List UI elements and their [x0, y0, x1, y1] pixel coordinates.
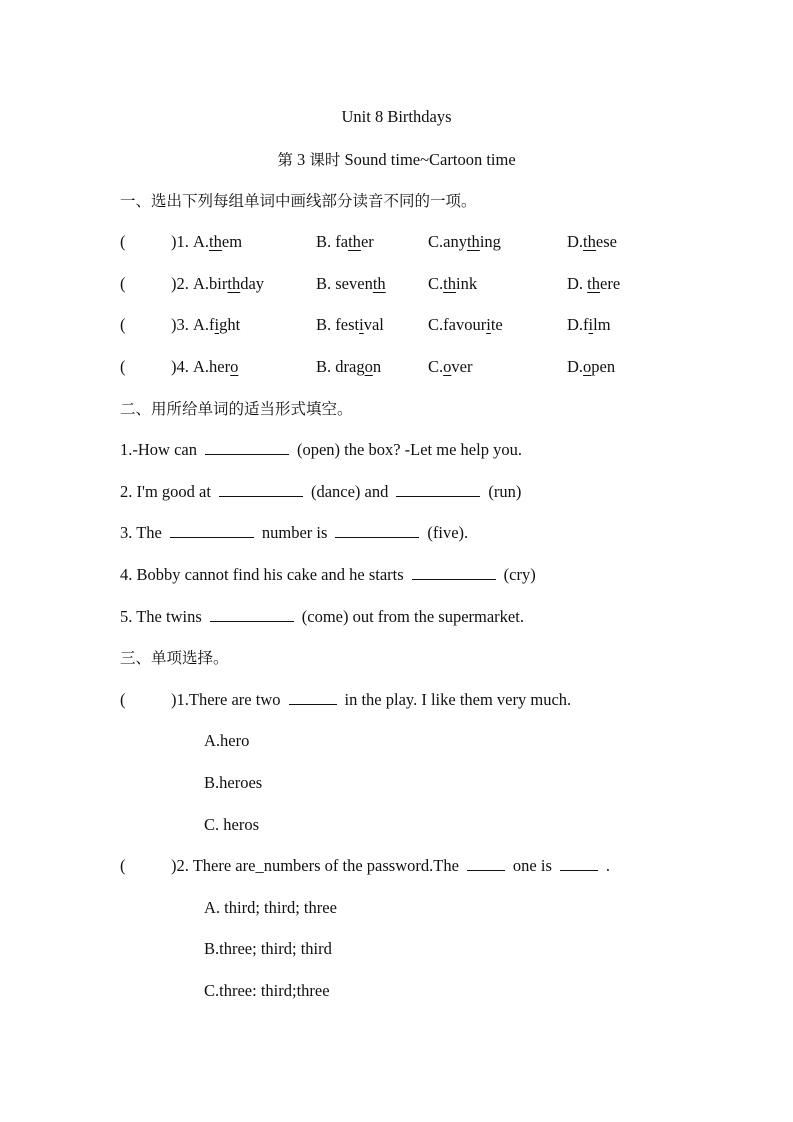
- answer-paren-close: )1.: [171, 232, 189, 251]
- answer-blank[interactable]: [412, 565, 496, 580]
- section2-question-1: 1.-How can (open) the box? -Let me help you.: [120, 440, 522, 459]
- question-number: 2.: [176, 274, 189, 293]
- section3-heading: 三、单项选择。: [120, 649, 229, 667]
- option-c: C.think: [428, 274, 478, 293]
- choice-a: A.hero: [204, 731, 250, 750]
- answer-blank[interactable]: [560, 856, 598, 871]
- choice-a: A. third; third; three: [204, 898, 337, 917]
- section2-question-4: 4. Bobby cannot find his cake and he starts (cry): [120, 565, 536, 584]
- answer-blank[interactable]: [467, 856, 505, 871]
- question-stem: )2. There are_numbers of the password.The one is .: [171, 856, 610, 875]
- choice-b: B.three; third; third: [204, 939, 332, 958]
- answer-blank[interactable]: [205, 440, 289, 455]
- section1-heading: 一、选出下列每组单词中画线部分读音不同的一项。: [120, 192, 477, 210]
- option-c: C.over: [428, 357, 473, 376]
- answer-paren-open: (: [120, 357, 126, 376]
- option-d: D.these: [567, 232, 617, 251]
- option-b: B. dragon: [316, 357, 382, 376]
- section2-question-3: 3. The number is (five).: [120, 523, 469, 542]
- choice-c: C.three: third;three: [204, 981, 330, 1000]
- answer-paren-open: (: [120, 274, 126, 293]
- answer-paren-open: (: [120, 856, 126, 875]
- lesson-number: 3: [296, 150, 306, 169]
- choice-b: B.heroes: [204, 773, 263, 792]
- answer-blank[interactable]: [170, 523, 254, 538]
- answer-paren-close: )3.: [171, 315, 189, 334]
- question-number: 1.: [176, 232, 189, 251]
- option-c: C.favourite: [428, 315, 503, 334]
- worksheet-title: Unit 8 Birthdays: [341, 107, 452, 126]
- answer-blank[interactable]: [335, 523, 419, 538]
- option-a: A.fight: [193, 315, 241, 334]
- answer-blank[interactable]: [219, 482, 303, 497]
- question-stem: )1.There are two in the play. I like them very much.: [171, 690, 572, 709]
- lesson-topic: Sound time~Cartoon time: [344, 150, 516, 169]
- option-c: C.anything: [428, 232, 501, 251]
- answer-paren-open: (: [120, 690, 126, 709]
- option-d: D. there: [567, 274, 621, 293]
- choice-c: C. heros: [204, 815, 259, 834]
- lesson-prefix: 第: [277, 151, 293, 169]
- section2-heading: 二、用所给单词的适当形式填空。: [120, 400, 353, 418]
- option-a: A.them: [193, 232, 243, 251]
- option-b: B. seventh: [316, 274, 386, 293]
- answer-paren-open: (: [120, 315, 126, 334]
- lesson-subtitle: [0, 150, 793, 170]
- answer-blank[interactable]: [289, 690, 337, 705]
- option-d: D.open: [567, 357, 616, 376]
- answer-blank[interactable]: [396, 482, 480, 497]
- answer-paren-close: )4.: [171, 357, 189, 376]
- section2-question-2: 2. I'm good at (dance) and (run): [120, 482, 522, 501]
- answer-blank[interactable]: [210, 607, 294, 622]
- answer-paren-open: (: [120, 232, 126, 251]
- answer-paren-close: )2.: [171, 274, 189, 293]
- option-b: B. father: [316, 232, 374, 251]
- lesson-unit: 课时: [309, 151, 341, 169]
- option-b: B. festival: [316, 315, 384, 334]
- option-a: A.birthday: [193, 274, 265, 293]
- option-a: A.hero: [193, 357, 239, 376]
- question-number: 3.: [176, 315, 189, 334]
- question-number: 4.: [176, 357, 189, 376]
- section2-question-5: 5. The twins (come) out from the supermarket.: [120, 607, 524, 626]
- option-d: D.film: [567, 315, 611, 334]
